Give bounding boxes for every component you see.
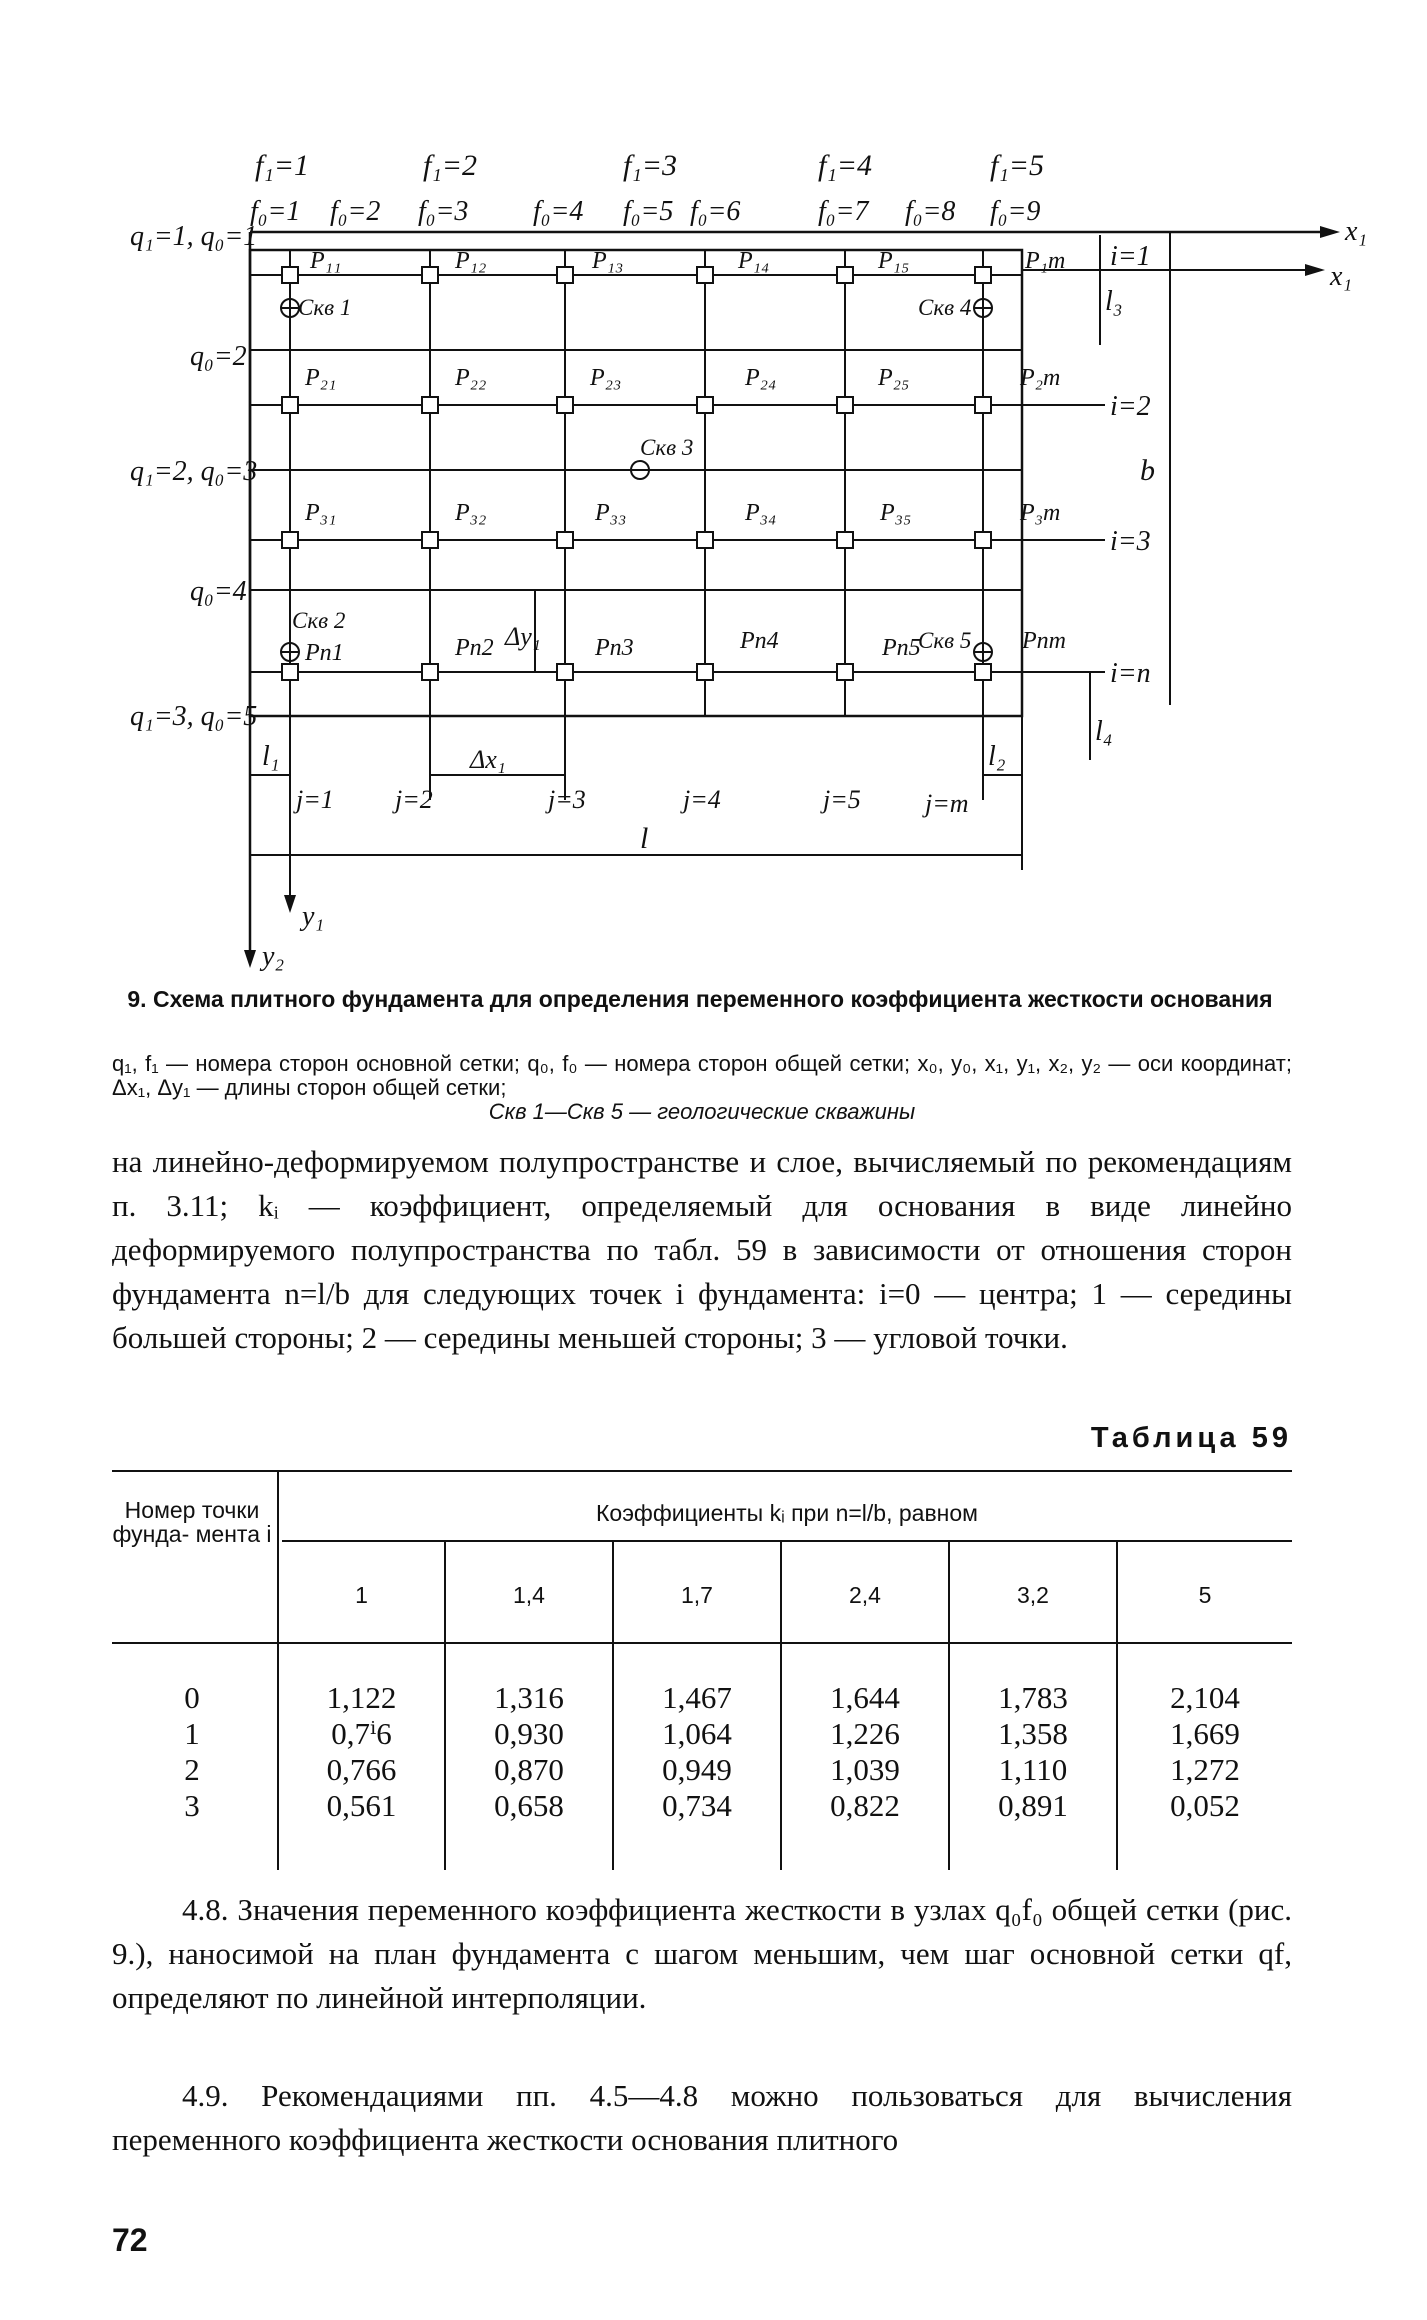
axis-y2-label: y₂ <box>262 941 285 972</box>
label-f0-7: f₀=7 <box>818 196 869 227</box>
label-i-1: i=1 <box>1110 241 1151 272</box>
table-cell: 1,039 <box>830 1752 900 1787</box>
table-cell: 0,891 <box>998 1788 1068 1823</box>
table-cell: 1,110 <box>998 1752 1068 1787</box>
paragraph-4-8: 4.8. Значения переменного коэффициента жесткости в узлах q₀f₀ общей сетки (рис. 9.), наносимой на план фундамента с шагом меньшим, чем шаг основной сетки qf, определяют по линейной интерполяции. <box>112 1892 1292 2015</box>
borehole-label-3: Скв 3 <box>640 435 694 460</box>
table-span-header: Коэффициенты kᵢ при n=l/b, равном <box>596 1500 978 1526</box>
borehole-label-1: Скв 1 <box>298 295 352 320</box>
table-cell: 1,226 <box>830 1716 900 1751</box>
label-f0-9: f₀=9 <box>990 196 1041 227</box>
table-cell: 0,949 <box>662 1752 732 1787</box>
node-p23: P₂₃ <box>590 365 622 391</box>
figure-caption-title: 9. Схема плитного фундамента для определения переменного коэффициента жесткости основания <box>127 986 1273 1012</box>
label-f0-1: f₀=1 <box>250 196 301 227</box>
table-col-header: 2,4 <box>849 1582 881 1608</box>
table-cell: 3 <box>184 1788 200 1823</box>
label-j-1: j=1 <box>296 785 334 814</box>
table-cell: 0,052 <box>1170 1788 1240 1823</box>
label-f1-2: f₁=2 <box>423 149 478 182</box>
label-q-row3: q₁=2, q₀=3 <box>130 456 258 487</box>
node-pn2: Pn2 <box>455 635 494 661</box>
table-cell: 1,272 <box>1170 1752 1240 1787</box>
figure-caption-legend <box>112 1052 1292 1124</box>
table-cell: 1,122 <box>326 1680 397 1715</box>
label-j-2: j=2 <box>395 785 433 814</box>
label-j-5: j=5 <box>823 785 861 814</box>
node-p3m: P₃m <box>1020 500 1061 526</box>
label-j-m: j=m <box>925 789 969 818</box>
foundation-scheme-figure <box>0 0 1427 980</box>
label-f1-4: f₁=4 <box>818 149 873 182</box>
node-p12: P₁₂ <box>455 248 487 274</box>
label-f1-3: f₁=3 <box>623 149 678 182</box>
node-p35: P₃₅ <box>880 500 912 526</box>
table-col-header: 1,4 <box>513 1582 545 1608</box>
node-pnm: Pnm <box>1022 628 1066 654</box>
node-p13: P₁₃ <box>592 248 624 274</box>
dim-delta-y: Δy₁ <box>505 622 541 651</box>
table-column-1 <box>279 1680 444 1824</box>
dim-b: b <box>1140 454 1155 487</box>
node-p15: P₁₅ <box>878 248 910 274</box>
grid-lines <box>250 232 1320 955</box>
table-cell: 1,467 <box>662 1680 732 1715</box>
node-p33: P₃₃ <box>595 500 627 526</box>
label-f1-5: f₁=5 <box>990 149 1045 182</box>
label-f0-2: f₀=2 <box>330 196 381 227</box>
node-markers <box>282 267 991 680</box>
table-column-2-4 <box>782 1680 948 1824</box>
node-p34: P₃₄ <box>745 500 777 526</box>
node-p32: P₃₂ <box>455 500 487 526</box>
borehole-label-2: Скв 2 <box>292 608 346 633</box>
axis-x2-label: x₁ <box>1330 261 1353 292</box>
table-column-3-2 <box>950 1680 1116 1824</box>
label-q-row2: q₀=2 <box>190 341 247 372</box>
table-cell: 1,064 <box>662 1716 732 1751</box>
table-cell: 0,734 <box>662 1788 732 1823</box>
table-col-header: 5 <box>1198 1582 1212 1608</box>
label-f0-5: f₀=5 <box>623 196 674 227</box>
label-q-row5: q₁=3, q₀=5 <box>130 701 258 732</box>
paragraph-4-9: 4.9. Рекомендациями пп. 4.5—4.8 можно пользоваться для вычисления переменного коэффициента жесткости основания плитного <box>112 2078 1292 2157</box>
table-cell: 1 <box>184 1716 200 1751</box>
table-cell: 0,658 <box>494 1788 564 1823</box>
label-j-3: j=3 <box>548 785 586 814</box>
table-cell: 1,783 <box>998 1680 1068 1715</box>
axis-x1-label: x₁ <box>1345 216 1368 247</box>
node-p1m: P₁m <box>1025 248 1066 274</box>
node-p24: P₂₄ <box>745 365 777 391</box>
borehole-label-5: Скв 5 <box>918 628 972 653</box>
node-p11: P₁₁ <box>310 248 342 274</box>
table-cell: 0,766 <box>326 1752 397 1787</box>
table-cell: 1,316 <box>494 1680 564 1715</box>
page-number: 72 <box>112 2222 148 2258</box>
node-pn4: Pn4 <box>740 628 779 654</box>
table-column-1-4 <box>446 1680 612 1824</box>
table-59 <box>112 1470 1292 1870</box>
table-cell: 1,644 <box>830 1680 900 1715</box>
node-pn5: Pn5 <box>882 635 921 661</box>
table-cell: 0,561 <box>326 1788 397 1823</box>
node-p14: P₁₄ <box>738 248 770 274</box>
node-pn3: Pn3 <box>595 635 634 661</box>
node-p22: P₂₂ <box>455 365 487 391</box>
table-column-5 <box>1118 1680 1292 1824</box>
node-pn1: Pn1 <box>305 640 344 666</box>
axis-y1-label: y₁ <box>302 901 325 932</box>
table-cell: 1,358 <box>998 1716 1068 1751</box>
label-f0-8: f₀=8 <box>905 196 956 227</box>
table-top-rule <box>112 1470 1292 1472</box>
table-cell: 2 <box>184 1752 200 1787</box>
label-f0-4: f₀=4 <box>533 196 584 227</box>
dim-l3: l₃ <box>1105 286 1123 317</box>
table-col-header: 1,7 <box>681 1582 713 1608</box>
figure-caption-legend-last: Скв 1—Скв 5 — геологические скважины <box>488 1099 916 1124</box>
table-row-ids <box>112 1680 272 1824</box>
label-j-4: j=4 <box>683 785 721 814</box>
table-cell: 0 <box>184 1680 200 1715</box>
table-cell: 0,822 <box>830 1788 900 1823</box>
label-i-2: i=2 <box>1110 391 1151 422</box>
dim-l4: l₄ <box>1095 716 1113 747</box>
table-label: Таблица 59 <box>1090 1422 1292 1454</box>
table-cell: 1,669 <box>1170 1716 1240 1751</box>
table-cell: 0,7ⁱ6 <box>331 1716 392 1751</box>
label-i-3: i=3 <box>1110 526 1151 557</box>
axis-arrowheads <box>244 226 1340 968</box>
label-i-n: i=n <box>1110 658 1151 689</box>
borehole-markers <box>281 299 992 661</box>
borehole-label-4: Скв 4 <box>918 295 972 320</box>
table-header-rule <box>112 1642 1292 1644</box>
dim-l: l <box>640 822 649 855</box>
node-p21: P₂₁ <box>305 365 337 391</box>
label-q-row1: q₁=1, q₀=1 <box>130 221 258 252</box>
label-f0-6: f₀=6 <box>690 196 741 227</box>
dim-l2: l₂ <box>988 741 1006 772</box>
table-column-1-7 <box>614 1680 780 1824</box>
node-p25: P₂₅ <box>878 365 910 391</box>
table-cell: 0,930 <box>494 1716 564 1751</box>
label-f0-3: f₀=3 <box>418 196 469 227</box>
node-p31: P₃₁ <box>305 500 337 526</box>
label-q-row4: q₀=4 <box>190 576 247 607</box>
table-stub-header: Номер точки фунда- мента i <box>112 1497 272 1547</box>
dim-delta-x: Δx₁ <box>470 745 506 774</box>
figure-caption-legend-text: q₁, f₁ — номера сторон основной сетки; q₀, f₀ — номера сторон общей сетки; x₀, y₀, x₁, y₁, x₂, y₂ — оси координат; Δx₁, Δy₁ — длины сторон общей сетки; <box>112 1051 1292 1100</box>
dim-l1: l₁ <box>262 741 280 772</box>
label-f1-1: f₁=1 <box>255 149 310 182</box>
table-col-header: 3,2 <box>1017 1582 1049 1608</box>
table-col-header: 1 <box>355 1582 368 1608</box>
node-p2m: P₂m <box>1020 365 1061 391</box>
table-cell: 0,870 <box>494 1752 564 1787</box>
paragraph-1: на линейно-деформируемом полупространстве и слое, вычисляемый по рекомендациям п. 3.11; kᵢ — коэффициент, определяемый для основания в виде линейно деформируемого полупространства по табл. 59 в зависимости от отношения сторон фундамента n=l/b для следующих точек i фундамента: i=0 — центра; 1 — середины большей стороны; 2 — середины меньшей стороны; 3 — угловой точки. <box>112 1144 1292 1355</box>
table-span-rule <box>282 1540 1292 1542</box>
table-cell: 2,104 <box>1170 1680 1240 1715</box>
